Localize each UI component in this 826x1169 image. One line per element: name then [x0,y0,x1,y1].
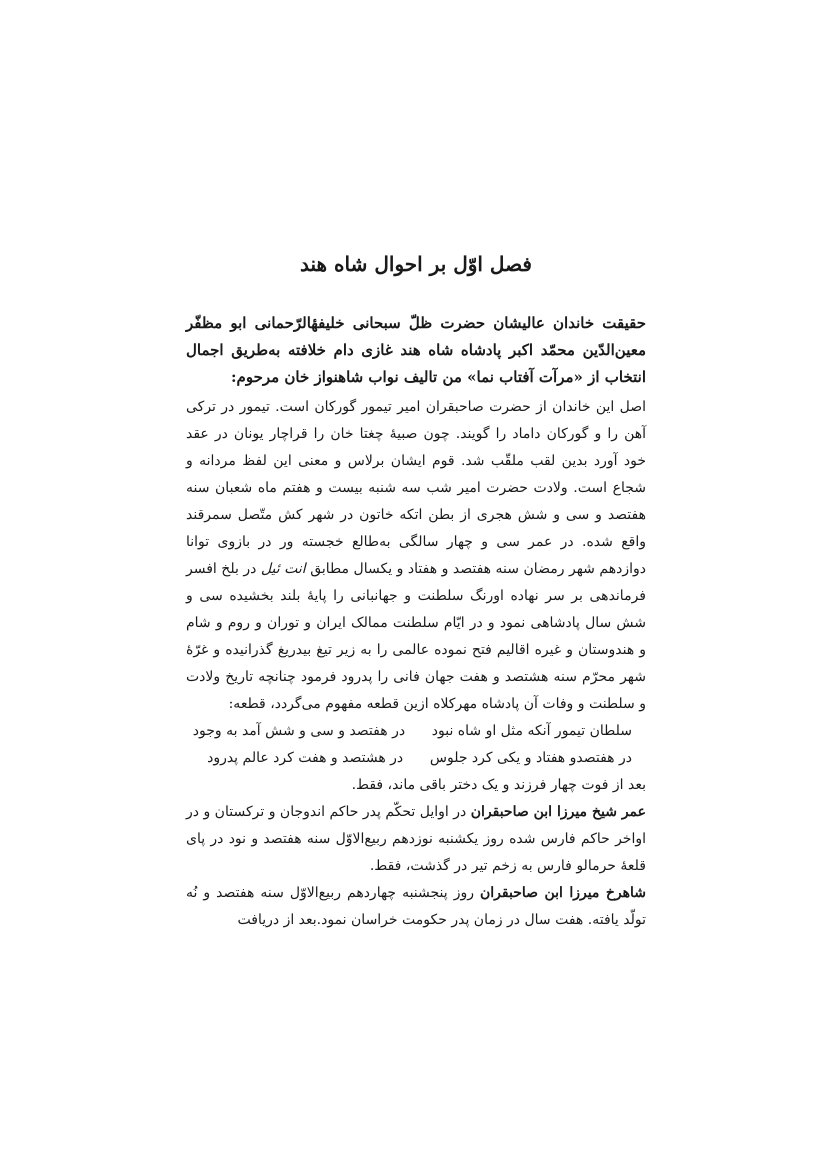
verse-1-first-hemistich: سلطان تیمور آنکه مثل او شاه نبود [431,723,632,739]
italic-phrase: انت ئیل [260,561,306,577]
paragraph-timur [186,394,646,718]
verse-2-second-hemistich: در هشتصد و هفت کرد عالم پدرود [207,750,404,766]
umar-shaikh-text: در اوایل تحکّم پدر حاکم اندوجان و ترکستان و در اواخر حاکم فارس شده روز یکشنبه نوزدهم ربیع‌الاوّل سنه هفتصد و نود در پای قلعهٔ حرمالو فارس به زخم تیر در گذشت، فقط. [186,804,646,874]
chapter-title: فصل اوّل بر احوال شاه هند [300,252,532,276]
body-text [186,394,646,934]
shahrukh-name: شاهرخ میرزا ابن صاحبقران [480,885,646,901]
shahrukh-text: روز پنجشنبه چهاردهم ربیع‌الاوّل سنه هفتصد و نُه تولّد یافته. هفت سال در زمان پدر حکومت خراسان نمود.بعد از دریافت [186,885,646,928]
book-page [186,0,646,1169]
paragraph-umar-shaikh [186,799,646,880]
verse-line-1 [186,718,646,745]
paragraph-timur-part1: اصل این خاندان از حضرت صاحبقران امیر تیمور گورکان است. تیمور در ترکی آهن را و گورکان داماد را گویند. چون صبیهٔ چغتا خان را قراچار یونان در عقد خود آورد بدین لقب ملقّب شد. قوم ایشان برلاس و معنی این لفظ مردانه و شجاع است. ولادت حضرت امیر شب سه شنبه بیست و هفتم ماه شعبان سنه هفتصد و سی و شش هجری از بطن اتکه خاتون در شهر کش متّصل سمرقند واقع شده. در عمر سی و چهار سالگی به‌طالع خجسته ور در بازوی توانا دوازدهم شهر رمضان سنه هفتصد و هفتاد و یکسال مطابق [186,399,646,577]
paragraph-children: بعد از فوت چهار فرزند و یک دختر باقی ماند، فقط. [351,777,646,793]
verse-2-first-hemistich: در هفتصدو هفتاد و یکی کرد جلوس [429,750,632,766]
paragraph-timur-part2: در بلخ افسر فرماندهی بر سر نهاده اورنگ سلطنت و جهانبانی را پایهٔ بلند بخشیده سی و شش سال پادشاهی نمود و در ایّام سلطنت ممالک ایران و توران و روم و شام و هندوستان و غیره اقالیم فتح نموده عالمی را به زیر تیغ بیدریغ گذرانیده و غرّهٔ شهر محرّم سنه هشتصد و هفت جهان فانی را پدرود فرمود چنانچه تاریخ ولادت و سلطنت و وفات آن پادشاه مهرکلاه ازین قطعه مفهوم می‌گردد، قطعه: [186,561,646,712]
verse-line-2 [186,745,646,772]
verse-1-second-hemistich: در هفتصد و سی و شش آمد به وجود [192,723,406,739]
umar-shaikh-name: عمر شیخ میرزا ابن صاحبقران [470,804,646,820]
paragraph-shahrukh [186,880,646,934]
intro-heading: حقیقت خاندان عالیشان حضرت ظلّ سبحانی خلیفهٔالرّحمانی ابو مظفّر معین‌الدّین محمّد اکبر پادشاه شاه هند غازی دام خلافته به‌طریق اجمال انتخاب از «مرآت آفتاب نما» من تالیف نواب شاهنواز خان مرحوم: [186,314,646,386]
